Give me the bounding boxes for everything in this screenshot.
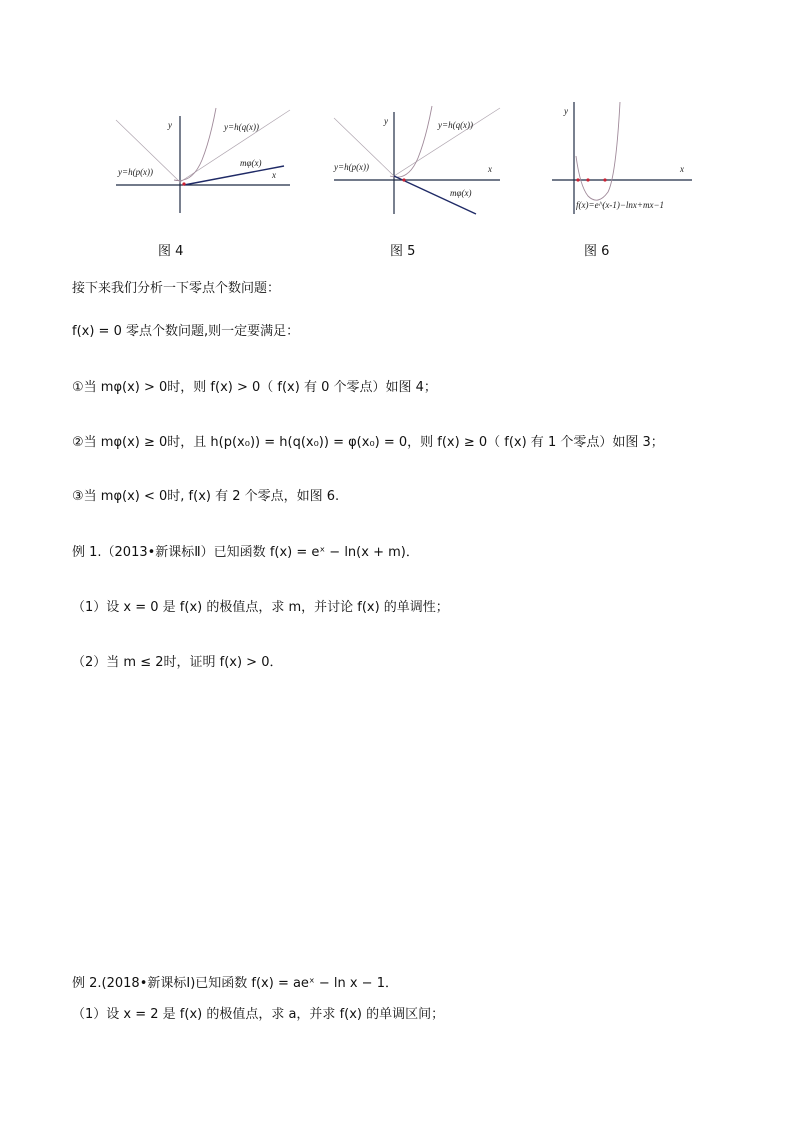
curve-hqx: [390, 106, 432, 177]
label-y: y: [564, 106, 568, 116]
caption-figure-4: 图 4: [158, 244, 184, 259]
label-hp: y=h(p(x)): [334, 162, 370, 172]
curve-fx: [576, 102, 620, 200]
label-hq: y=h(q(x)): [438, 120, 474, 130]
label-hp: y=h(p(x)): [118, 167, 154, 177]
label-mphi: mφ(x): [240, 158, 262, 168]
caption-figure-6: 图 6: [584, 244, 610, 259]
tangent-point: [182, 182, 185, 185]
figure-5: [330, 100, 510, 220]
figure-4-graph: [112, 100, 292, 215]
figure-4: [112, 100, 292, 215]
line-mphi: [184, 166, 284, 185]
label-y: y: [384, 116, 388, 126]
example-2-question-1: （1）设 x = 2 是 f(x) 的极值点，求 a，并求 f(x) 的单调区间；: [72, 1007, 445, 1022]
label-y: y: [168, 120, 172, 130]
example-1-question-1: （1）设 x = 0 是 f(x) 的极值点，求 m，并讨论 f(x) 的单调性；: [72, 600, 449, 615]
zero-condition: f(x) = 0 零点个数问题,则一定要满足：: [72, 324, 300, 339]
case-1: ①当 mφ(x) > 0时，则 f(x) > 0（ f(x) 有 0 个零点）如图 4；: [72, 380, 437, 395]
case-2: ②当 mφ(x) ≥ 0时，且 h(p(x₀)) = h(q(x₀)) = φ(x₀) = 0，则 f(x) ≥ 0（ f(x) 有 1 个零点）如图 3；: [72, 435, 664, 450]
figure-6: [550, 96, 700, 216]
label-formula: f(x)=e^(x-1)−lnx+mx−1: [576, 200, 665, 210]
intro-text: 接下来我们分析一下零点个数问题：: [72, 281, 281, 296]
min-point: [586, 178, 589, 181]
caption-figure-5: 图 5: [390, 244, 416, 259]
zero-point-1: [576, 178, 579, 181]
tangent-point: [402, 178, 405, 181]
label-mphi: mφ(x): [450, 188, 472, 198]
figure-5-graph: [330, 100, 510, 220]
example-1-title: 例 1.（2013•新课标Ⅱ）已知函数 f(x) = eˣ − ln(x + m)．: [72, 545, 419, 560]
example-1-question-2: （2）当 m ≤ 2时，证明 f(x) > 0．: [72, 655, 283, 670]
label-hq: y=h(q(x)): [224, 122, 260, 132]
case-3: ③当 mφ(x) < 0时, f(x) 有 2 个零点，如图 6.: [72, 489, 340, 504]
label-x: x: [272, 170, 276, 180]
label-x: x: [488, 164, 492, 174]
figure-6-graph: [550, 96, 700, 216]
example-2-title: 例 2.(2018•新课标Ⅰ)已知函数 f(x) = aeˣ − ln x − 1．: [72, 976, 398, 991]
zero-point-2: [603, 178, 606, 181]
label-x: x: [680, 164, 684, 174]
